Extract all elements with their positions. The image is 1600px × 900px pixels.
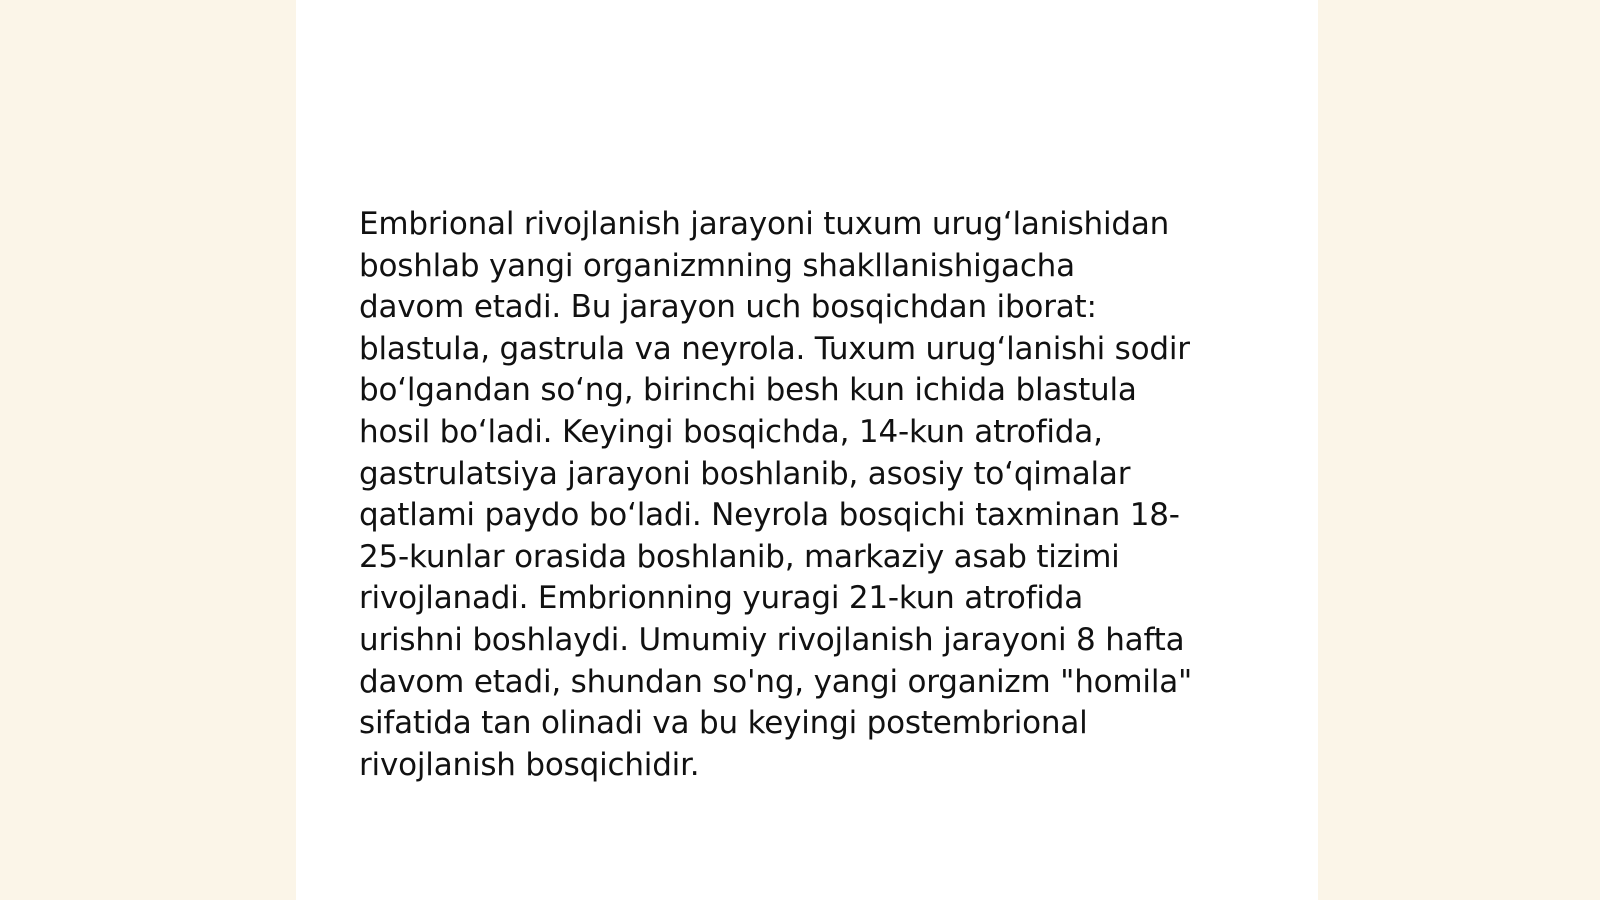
text-line: blastula, gastrula va neyrola. Tuxum urugʻlanishi sodir: [359, 330, 1190, 367]
text-line: boshlab yangi organizmning shakllanishigacha: [359, 247, 1075, 284]
text-line: sifatida tan olinadi va bu keyingi postembrional: [359, 705, 1088, 742]
text-line: qatlami paydo boʻladi. Neyrola bosqichi taxminan 18-: [359, 497, 1180, 534]
text-line: Embrional rivojlanish jarayoni tuxum urugʻlanishidan: [359, 206, 1170, 242]
text-line: gastrulatsiya jarayoni boshlanib, asosiy toʻqimalar: [359, 455, 1131, 492]
document-page: [296, 0, 1318, 900]
text-line: urishni boshlaydi. Umumiy rivojlanish jarayoni 8 hafta: [359, 621, 1185, 658]
text-line: hosil boʻladi. Keyingi bosqichda, 14-kun atrofida,: [359, 413, 1103, 450]
text-line: rivojlanish bosqichidir.: [359, 746, 700, 783]
text-line: davom etadi, shundan so'ng, yangi organizm "homila": [359, 663, 1193, 700]
text-line: 25-kunlar orasida boshlanib, markaziy asab tizimi: [359, 538, 1120, 575]
body-text: [359, 204, 1259, 786]
text-line: davom etadi. Bu jarayon uch bosqichdan iborat:: [359, 289, 1097, 326]
text-line: boʻlgandan soʻng, birinchi besh kun ichida blastula: [359, 372, 1137, 409]
text-line: rivojlanadi. Embrionning yuragi 21-kun atrofida: [359, 580, 1084, 617]
